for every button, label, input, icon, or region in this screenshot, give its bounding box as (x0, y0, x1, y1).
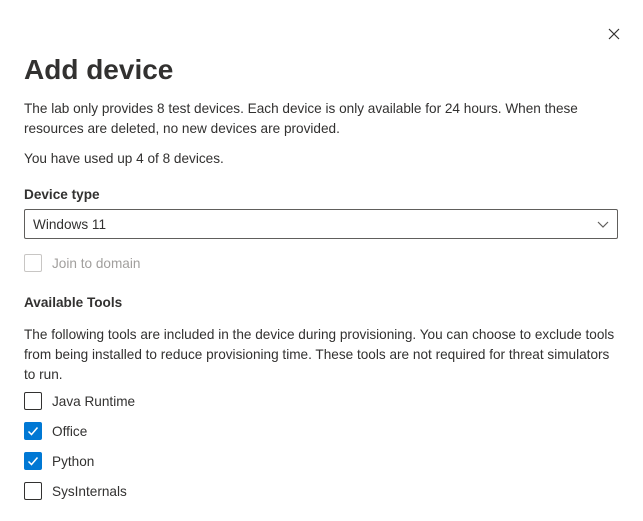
office-checkbox[interactable] (24, 422, 42, 440)
join-domain-label: Join to domain (52, 255, 141, 271)
dialog-title: Add device (24, 54, 174, 85)
sysinternals-checkbox[interactable] (24, 482, 42, 500)
tools-description: The following tools are included in the device during provisioning. You can choose to exclude tools from being installed to reduce provisioning time. These tools are not required for threat simulators to run. (24, 327, 615, 382)
dialog-description: The lab only provides 8 test devices. Each device is only available for 24 hours. When these resources are deleted, no new devices are provided. (24, 101, 578, 136)
java-runtime-checkbox[interactable] (24, 392, 42, 410)
java-runtime-label: Java Runtime (52, 393, 136, 409)
sysinternals-label: SysInternals (52, 483, 127, 499)
available-tools-label: Available Tools (24, 295, 123, 310)
close-icon (608, 28, 620, 40)
usage-text: You have used up 4 of 8 devices. (24, 151, 224, 166)
checkmark-icon (27, 455, 39, 467)
tool-item-sysinternals (24, 481, 127, 501)
device-type-value: Windows 11 (33, 216, 107, 232)
join-domain-row (24, 253, 140, 273)
tool-item-office (24, 421, 87, 441)
python-label: Python (52, 453, 95, 469)
device-type-label: Device type (24, 187, 100, 202)
join-domain-checkbox[interactable] (24, 254, 42, 272)
close-button[interactable] (602, 22, 626, 46)
chevron-down-icon (597, 218, 609, 230)
python-checkbox[interactable] (24, 452, 42, 470)
device-type-dropdown[interactable] (24, 209, 618, 239)
tool-item-python (24, 451, 94, 471)
checkmark-icon (27, 425, 39, 437)
tool-item-java-runtime (24, 391, 135, 411)
office-label: Office (52, 423, 88, 439)
